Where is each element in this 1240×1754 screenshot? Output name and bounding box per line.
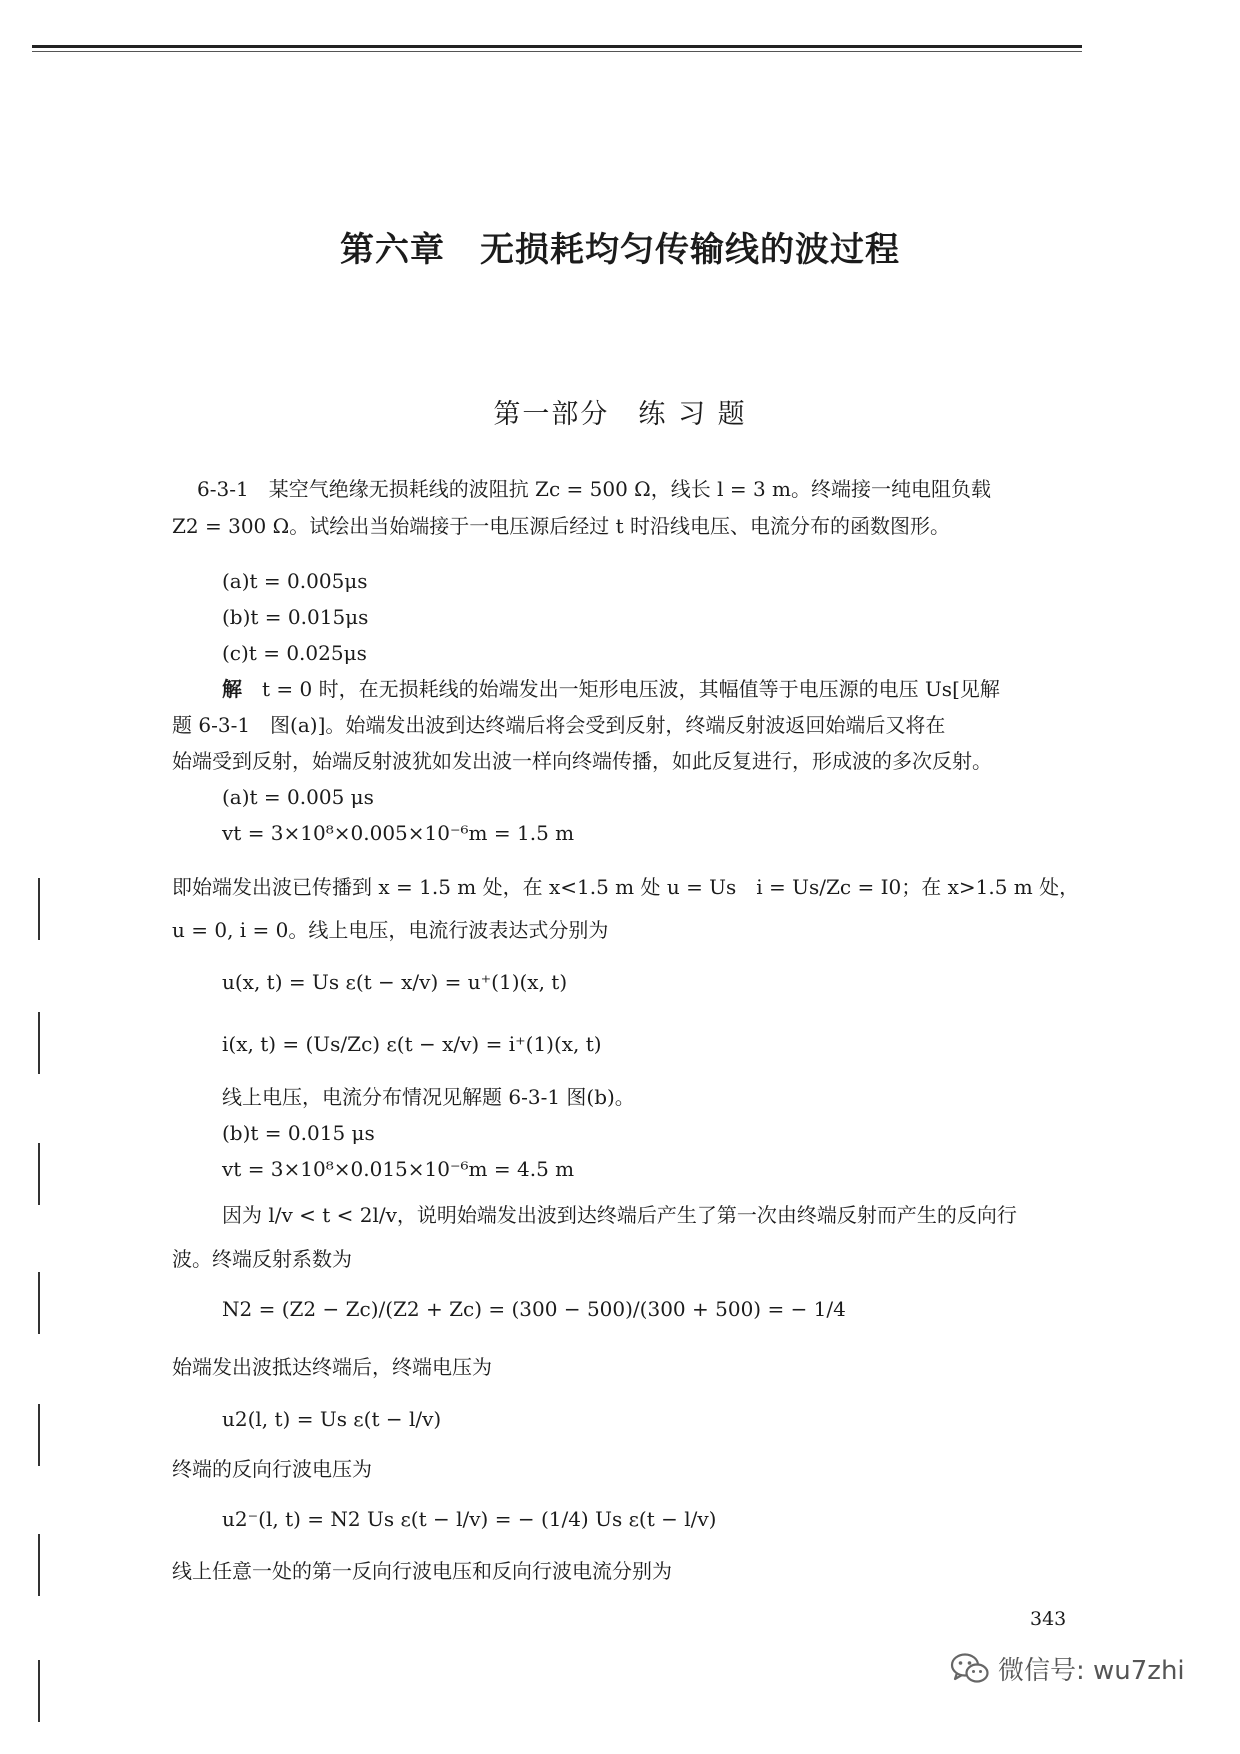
equation-u2: u2(l, t) = Us ε(t − l/v) — [222, 1407, 442, 1431]
case-b-vt: vt = 3×10⁸×0.015×10⁻⁶m = 4.5 m — [222, 1157, 575, 1181]
solution-line-1: t = 0 时，在无损耗线的始端发出一矩形电压波，其幅值等于电压源的电压 Us[见解 — [262, 677, 1000, 701]
page-number: 343 — [1030, 1608, 1067, 1630]
margin-mark — [38, 1404, 40, 1466]
case-a-heading: (a)t = 0.005 μs — [222, 785, 374, 809]
case-b-text-3: 始端发出波抵达终端后，终端电压为 — [172, 1355, 492, 1379]
margin-mark — [38, 1272, 40, 1334]
margin-mark — [38, 878, 40, 940]
margin-mark — [38, 1012, 40, 1074]
case-a-text-2: u = 0, i = 0。线上电压，电流行波表达式分别为 — [172, 918, 609, 942]
case-a-text-1: 即始端发出波已传播到 x = 1.5 m 处，在 x<1.5 m 处 u = Us i = Us/Zc = I0；在 x>1.5 m 处， — [172, 875, 1080, 899]
case-b-text-5: 线上任意一处的第一反向行波电压和反向行波电流分别为 — [172, 1559, 672, 1583]
solution-line-3: 始端受到反射，始端反射波犹如发出波一样向终端传播，如此反复进行，形成波的多次反射。 — [172, 749, 992, 773]
case-a-vt: vt = 3×10⁸×0.005×10⁻⁶m = 1.5 m — [222, 821, 575, 845]
header-rule — [32, 45, 1082, 48]
margin-mark — [38, 1143, 40, 1205]
case-b-text-1: 因为 l/v < t < 2l/v，说明始端发出波到达终端后产生了第一次由终端反射而产生的反向行 — [222, 1203, 1017, 1227]
margin-mark — [38, 1660, 40, 1722]
header-rule-thin — [32, 51, 1082, 52]
solution-line-2: 题 6-3-1 图(a)]。始端发出波到达终端后将会受到反射，终端反射波返回始端后又将在 — [172, 713, 946, 737]
case-b-text-2: 波。终端反射系数为 — [172, 1247, 352, 1271]
problem-option-c: (c)t = 0.025μs — [222, 641, 367, 665]
watermark — [950, 1650, 1185, 1687]
problem-line-2: Z2 = 300 Ω。试绘出当始端接于一电压源后经过 t 时沿线电压、电流分布的函数图形。 — [172, 514, 950, 538]
equation-u2-minus: u2⁻(l, t) = N2 Us ε(t − l/v) = − (1/4) Us ε(t − l/v) — [222, 1507, 717, 1531]
part-title: 第一部分 练 习 题 — [493, 399, 747, 430]
solution-label: 解 — [222, 677, 242, 701]
equation-i: i(x, t) = (Us/Zc) ε(t − x/v) = i⁺(1)(x, t) — [222, 1032, 602, 1056]
case-b-text-4: 终端的反向行波电压为 — [172, 1457, 372, 1481]
case-a-text-3: 线上电压，电流分布情况见解题 6-3-1 图(b)。 — [222, 1085, 635, 1109]
equation-n2: N2 = (Z2 − Zc)/(Z2 + Zc) = (300 − 500)/(300 + 500) = − 1/4 — [222, 1297, 846, 1321]
margin-mark — [38, 1534, 40, 1596]
equation-u: u(x, t) = Us ε(t − x/v) = u⁺(1)(x, t) — [222, 970, 568, 994]
case-b-heading: (b)t = 0.015 μs — [222, 1121, 375, 1145]
problem-option-a: (a)t = 0.005μs — [222, 569, 368, 593]
problem-line-1: 6-3-1 某空气绝缘无损耗线的波阻抗 Zc = 500 Ω，线长 l = 3 m。终端接一纯电阻负载 — [197, 477, 992, 501]
wechat-icon — [950, 1652, 990, 1686]
watermark-text: 微信号: wu7zhi — [998, 1656, 1185, 1686]
problem-option-b: (b)t = 0.015μs — [222, 605, 369, 629]
chapter-title: 第六章 无损耗均匀传输线的波过程 — [340, 230, 900, 270]
